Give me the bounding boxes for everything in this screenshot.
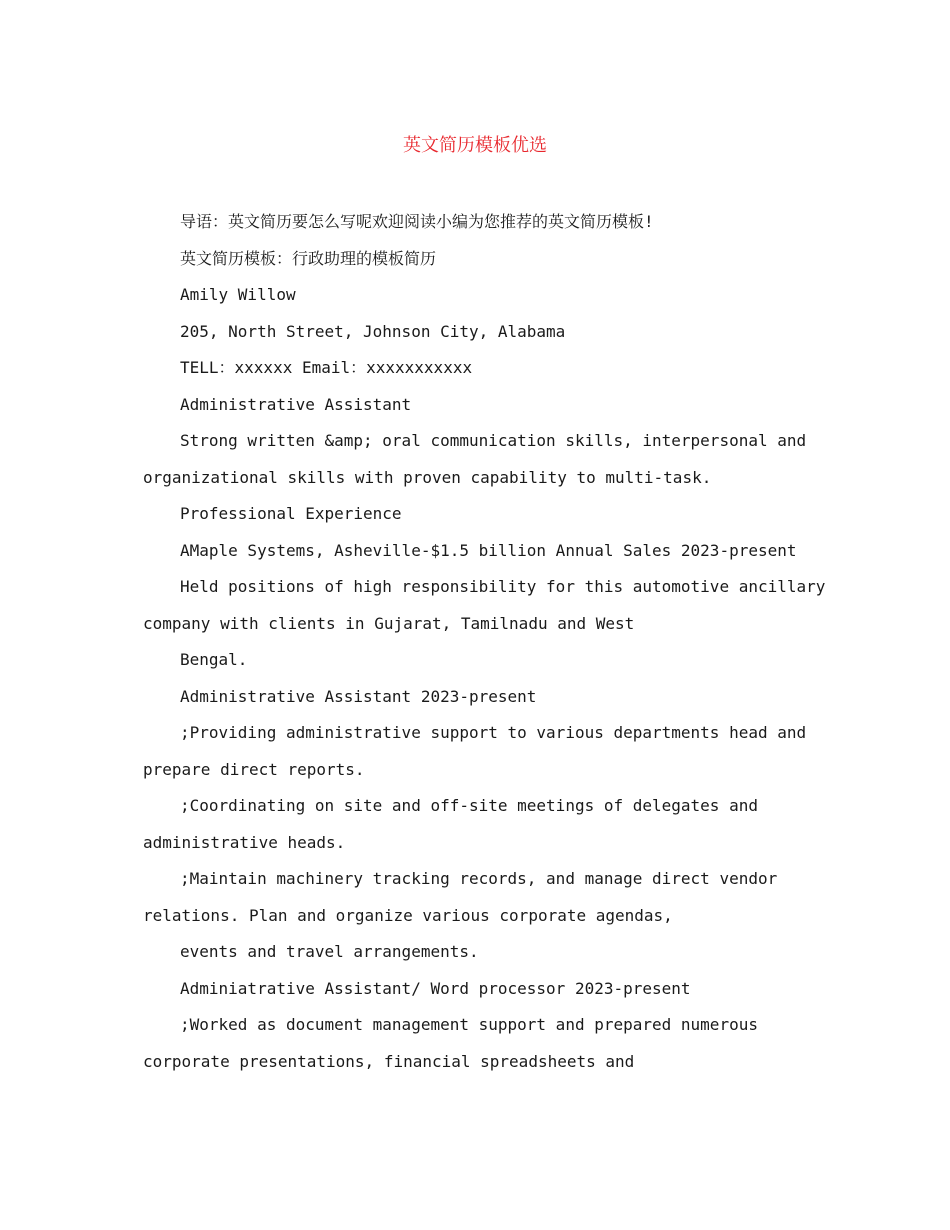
body-line: AMaple Systems, Asheville-$1.5 billion Annual Sales 2023-present <box>180 540 797 560</box>
body-line: TELL：xxxxxx Email：xxxxxxxxxxx <box>180 358 473 377</box>
body-line: Professional Experience <box>180 504 402 523</box>
body-line: administrative heads. <box>143 832 346 852</box>
body-line: Strong written &amp; oral communication skills, interpersonal and <box>180 431 807 450</box>
body-line: Bengal. <box>180 650 248 669</box>
body-line: 导语：英文简历要怎么写呢欢迎阅读小编为您推荐的英文简历模板! <box>180 212 654 231</box>
body-line: events and travel arrangements. <box>180 942 479 961</box>
body-line: ;Worked as document management support and prepared numerous <box>180 1015 758 1034</box>
body-line: Administrative Assistant 2023-present <box>180 686 537 706</box>
document-title: 英文简历模板优选 <box>403 135 547 156</box>
body-line: ;Providing administrative support to various departments head and <box>180 723 807 742</box>
body-line: 英文简历模板：行政助理的模板简历 <box>180 248 437 268</box>
body-line: Amily Willow <box>180 285 296 304</box>
body-line: company with clients in Gujarat, Tamilnadu and West <box>143 613 635 633</box>
body-line: Adminiatrative Assistant/ Word processor 2023-present <box>180 978 691 998</box>
body-line: Administrative Assistant <box>180 394 412 414</box>
body-line: relations. Plan and organize various corporate agendas, <box>143 905 673 925</box>
body-line: corporate presentations, financial spreadsheets and <box>143 1051 635 1071</box>
body-line: Held positions of high responsibility for this automotive ancillary <box>180 577 826 596</box>
body-line: 205, North Street, Johnson City, Alabama <box>180 321 566 341</box>
body-line: organizational skills with proven capability to multi-task. <box>143 467 712 487</box>
body-line: ;Coordinating on site and off-site meetings of delegates and <box>180 796 758 815</box>
body-line: prepare direct reports. <box>143 759 365 779</box>
body-line: ;Maintain machinery tracking records, and manage direct vendor <box>180 869 778 888</box>
document-body <box>143 204 826 1080</box>
